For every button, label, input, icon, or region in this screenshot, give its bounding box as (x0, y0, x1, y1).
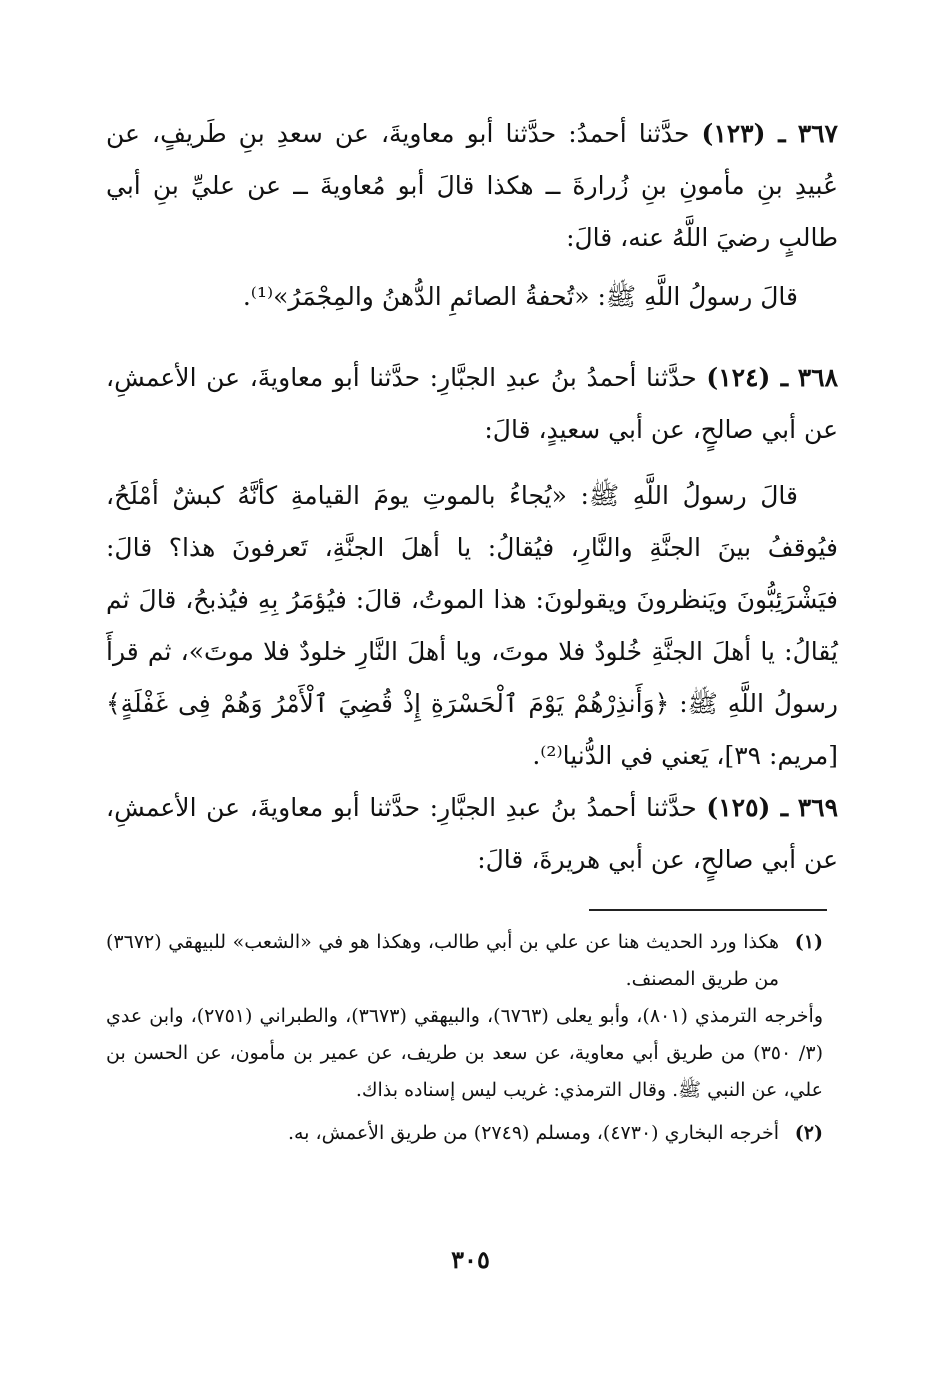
footnote-mark: (٢) (794, 1122, 823, 1144)
hadith-367-matn (106, 271, 838, 323)
footnotes (106, 924, 823, 1152)
hadith-isnad: حدَّثنا أحمدُ بنُ عبدِ الجبَّارِ: حدَّثنا أبو معاويةَ، عن الأعمشِ، عن أبي صالحٍ، عن أبي هريرةَ، قالَ: (106, 793, 838, 874)
hadith-matn: قالَ رسولُ اللَّهِ ﷺ: «يُجاءُ بالموتِ يومَ القيامةِ كأنَّهُ كبشٌ أمْلَحُ، فيُوقفُ بينَ الجنَّةِ والنَّارِ، فيُقالُ: يا أهلَ الجنَّةِ، تَعرفونَ هذا؟ قالَ: فيَشْرَئِبُّونَ ويَنظرونَ ويقولونَ: هذا الموتُ، قالَ: فيُؤمَرُ بِهِ فيُذبحُ، قالَ ثم يُقالُ: يا أهلَ الجنَّةِ خُلودٌ فلا موتَ، ويا أهلَ النَّارِ خلودٌ فلا موتَ»، ثم قرأَ رسولُ اللَّهِ ﷺ: ﴿وَأَنذِرْهُمْ يَوْمَ ٱلْحَسْرَةِ إِذْ قُضِيَ ٱلْأَمْرُ وَهُمْ فِى غَفْلَةٍ﴾ [مريم: ٣٩]، يَعني في الدُّنيا⁽²⁾. (106, 481, 838, 770)
hadith-matn: قالَ رسولُ اللَّهِ ﷺ: «تُحفةُ الصائمِ الدُّهنُ والمِجْمَرُ»⁽¹⁾. (242, 282, 798, 311)
hadith-368-matn (106, 470, 838, 782)
hadith-367: ٣٦٧ ـ (١٢٣) حدَّثنا أحمدُ: حدَّثنا أبو معاويةَ، عن سعدِ بنِ طَريفٍ، عن عُبيدِ بنِ مأمونِ بنِ زُرارةَ ــ هكذا قالَ أبو مُعاويةَ ــ عن عليِّ بنِ أبي طالبٍ رضيَ اللَّهُ عنه، قالَ: (106, 119, 838, 252)
hadith-ref: (١٢٤) (706, 363, 771, 392)
hadith-368: ٣٦٨ ـ (١٢٤) حدَّثنا أحمدُ بنُ عبدِ الجبَّارِ: حدَّثنا أبو معاويةَ، عن الأعمشِ، عن أبي صالحٍ، عن أبي سعيدٍ، قالَ: (106, 363, 839, 444)
footnote-text: هكذا ورد الحديث هنا عن علي بن أبي طالب، وهكذا هو في «الشعب» للبيهقي (٣٦٧٢) من طريق المصنف. (106, 931, 779, 990)
page-number: ٣٠٥ (451, 1245, 490, 1274)
hadith-369: ٣٦٩ ـ (١٢٥) حدَّثنا أحمدُ بنُ عبدِ الجبَّارِ: حدَّثنا أبو معاويةَ، عن الأعمشِ، عن أبي صالحٍ، عن أبي هريرةَ، قالَ: (106, 793, 839, 874)
hadith-ref: (١٢٣) (701, 119, 766, 148)
hadith-isnad: حدَّثنا أحمدُ: حدَّثنا أبو معاويةَ، عن سعدِ بنِ طَريفٍ، عن عُبيدِ بنِ مأمونِ بنِ زُرارةَ ــ هكذا قالَ أبو مُعاويةَ ــ عن عليِّ بنِ أبي طالبٍ رضيَ اللَّهُ عنه، قالَ: (106, 119, 838, 252)
footnote-1 (106, 924, 823, 998)
footnote-1-continuation: وأخرجه الترمذي (٨٠١)، وأبو يعلى (٦٧٦٣)، والبيهقي (٣٦٧٣)، والطبراني (٢٧٥١)، وابن عدي (٣/ ٣٥٠) من طريق أبي معاوية، عن سعد بن طريف، عن عمير بن مأمون، عن الحسن بن علي، عن النبي ﷺ. وقال الترمذي: غريب ليس إسناده بذاك. (106, 1005, 824, 1101)
footnote-2 (106, 1115, 823, 1152)
hadith-isnad: حدَّثنا أحمدُ بنُ عبدِ الجبَّارِ: حدَّثنا أبو معاويةَ، عن الأعمشِ، عن أبي صالحٍ، عن أبي سعيدٍ، قالَ: (106, 363, 838, 444)
footnote-separator (589, 909, 827, 911)
hadith-number: ٣٦٩ (797, 793, 839, 822)
hadith-ref: (١٢٥) (706, 793, 771, 822)
hadith-number: ٣٦٧ (797, 119, 838, 148)
hadith-number: ٣٦٨ (797, 363, 839, 392)
footnote-text: أخرجه البخاري (٤٧٣٠)، ومسلم (٢٧٤٩) من طريق الأعمش، به. (287, 1122, 779, 1144)
footnote-mark: (١) (794, 931, 823, 953)
